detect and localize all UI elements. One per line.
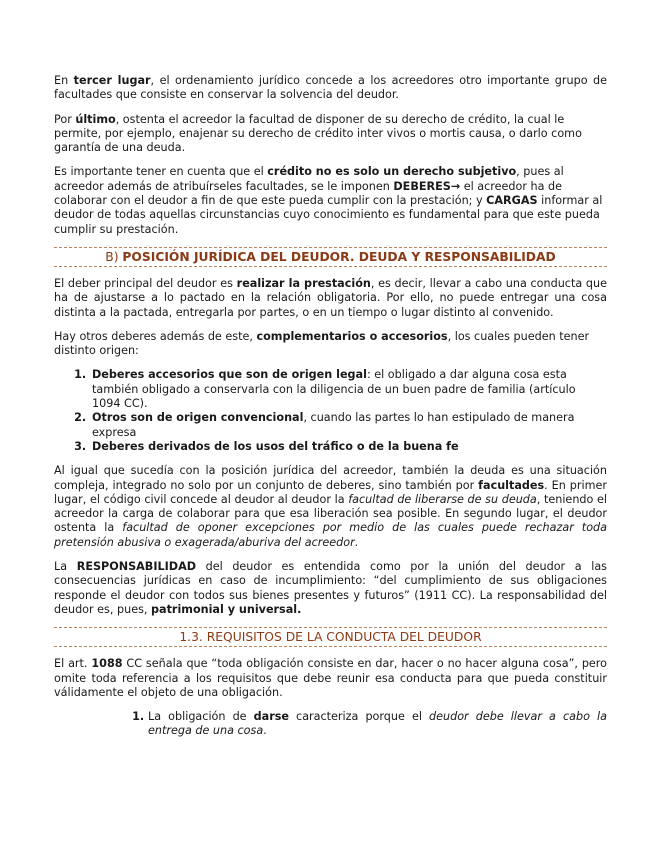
bold-text: realizar la prestación — [236, 276, 371, 290]
duties-list — [54, 368, 607, 454]
bold-text: CARGAS — [486, 194, 538, 208]
arrow-right-icon: → — [450, 179, 461, 193]
requirements-list — [54, 710, 607, 739]
section-heading-posicion-deudor: B) POSICIÓN JURÍDICA DEL DEUDOR. DEUDA Y RESPONSABILIDAD — [54, 247, 607, 267]
bold-text: DEBERES — [393, 179, 451, 193]
bold-text: tercer lugar — [73, 74, 151, 87]
paragraph-responsabilidad: La RESPONSABILIDAD del deudor es entendida como por la unión del deudor a las consecuencias jurídicas en caso de incumplimiento: “del cumplimiento de sus obligaciones responde el deudor con todos sus bienes presentes y futuros” (1911 CC). La responsabilidad del deudor es, pues, patrimonial y universal. — [54, 560, 607, 616]
bold-text: facultades — [478, 478, 545, 492]
paragraph-otros-deberes: Hay otros deberes además de este, complementarios o accesorios, los cuales pueden tener distinto origen: — [54, 329, 590, 358]
list-item: 2. Otros son de origen convencional, cuando las partes lo han estipulado de manera expresa — [90, 411, 607, 440]
paragraph-credito: Es importante tener en cuenta que el crédito no es solo un derecho subjetivo, pues al acreedor además de atribuírseles facultades, se le imponen DEBERES→ el acreedor ha de colaborar con el deudor a fin de que este pueda cumplir con la prestación; y CARGAS informar al deudor de todas aquellas circunstancias cuyo conocimiento es fundamental para que este pueda cumplir su prestación. — [54, 165, 603, 236]
paragraph-tercer-lugar: En tercer lugar, el ordenamiento jurídico concede a los acreedores otro importante grupo de facultades que consiste en conservar la solvencia del deudor. — [54, 74, 607, 102]
italic-text: facultad de oponer excepciones por medio de las cuales puede rechazar toda pretensión abusiva o exagerada/aburiva del acreedor — [54, 521, 607, 549]
bold-text: 1088 — [91, 657, 123, 671]
paragraph-ultimo: Por último, ostenta el acreedor la facultad de disponer de su derecho de crédito, la cual le permite, por ejemplo, enajenar su derecho de crédito inter vivos o mortis causa, o darlo como garantía de una deuda. — [54, 112, 582, 155]
section-heading-requisitos: 1.3. REQUISITOS DE LA CONDUCTA DEL DEUDOR — [54, 627, 607, 647]
bold-text: patrimonial y universal. — [151, 602, 302, 616]
bold-text: crédito no es solo un derecho subjetivo — [267, 165, 517, 179]
paragraph-deber-principal: El deber principal del deudor es realizar la prestación, es decir, llevar a cabo una conducta que ha de ajustarse a lo pactado en la relación obligatoria. Por ello, no puede entregar una cosa distinta a la pactada, entregarla por partes, o en un tiempo o lugar distinto al convenido. — [54, 276, 607, 319]
bold-text: complementarios o accesorios — [256, 329, 448, 343]
list-item: 3. Deberes derivados de los usos del tráfico o de la buena fe — [90, 440, 607, 454]
italic-text: facultad de liberarse de su deuda — [348, 492, 537, 506]
bold-text: último — [75, 112, 116, 126]
list-item: 1. La obligación de darse caracteriza porque el deudor debe llevar a cabo la entrega de una cosa. — [148, 710, 607, 739]
paragraph-art-1088: El art. 1088 CC señala que “toda obligación consiste en dar, hacer o no hacer alguna cosa”, pero omite toda referencia a los requisitos que debe reunir esa conducta para que pueda constituir válidamente el objeto de una obligación. — [54, 657, 607, 699]
bold-text: RESPONSABILIDAD — [76, 560, 197, 574]
paragraph-deuda-compleja: Al igual que sucedía con la posición jurídica del acreedor, también la deuda es una situación compleja, integrado no solo por un conjunto de deberes, sino también por facultades. En primer lugar, el código civil concede al deudor al deudor la facultad de liberarse de su deuda, teniendo el acreedor la carga de colaborar para que esa liberación sea posible. En segundo lugar, el deudor ostenta la facultad de oponer excepciones por medio de las cuales puede rechazar toda pretensión abusiva o exagerada/aburiva del acreedor. — [54, 464, 607, 549]
list-item: 1. Deberes accesorios que son de origen legal: el obligado a dar alguna cosa esta también obligado a conservarla con la diligencia de un buen padre de familia (artículo 1094 CC). — [90, 368, 607, 411]
document-page — [54, 74, 607, 739]
